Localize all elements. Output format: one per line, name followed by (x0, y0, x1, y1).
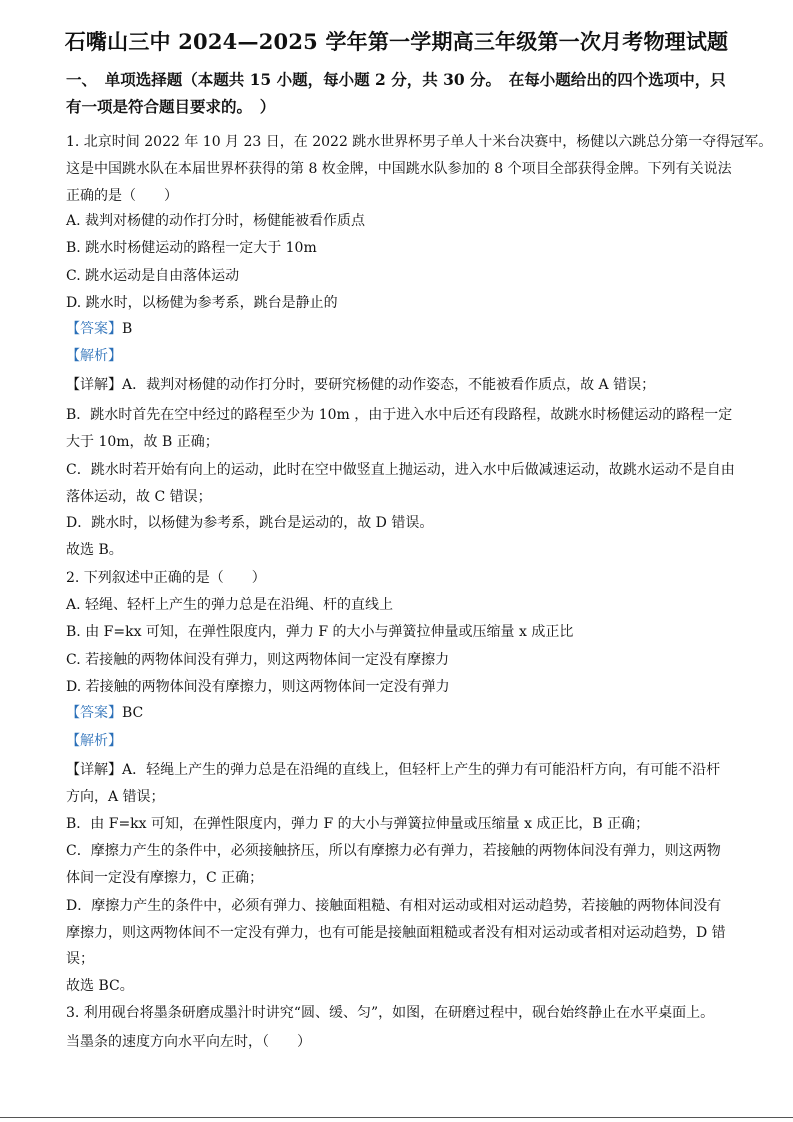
q3-stem-line-1: 3. 利用砚台将墨条研磨成墨汁时讲究“圆、缓、匀”，如图，在研磨过程中，砚台始终静止在水平桌面上。 (66, 1005, 715, 1021)
detail-tag: 【详解】 (66, 377, 122, 393)
q1-stem-line-2: 这是中国跳水队在本届世界杯获得的第 8 枚金牌，中国跳水队参加的 8 个项目全部获得金牌。下列有关说法 (66, 161, 732, 177)
q2-detail-line-2: 方向，A 错误； (66, 789, 165, 805)
answer-value: B (122, 321, 133, 337)
detail-text: A．轻绳上产生的弹力总是在沿绳的直线上，但轻杆上产生的弹力有可能沿杆方向，有可能不沿杆 (122, 762, 721, 778)
q2-detail-line-8: 误； (66, 951, 94, 967)
q1-detail-line-2: B．跳水时首先在空中经过的路程至少为 10m ，由于进入水中后还有段路程，故跳水时杨健运动的路程一定 (66, 407, 733, 423)
q2-option-c: C. 若接触的两物体间没有弹力，则这两物体间一定没有摩擦力 (66, 652, 450, 668)
q2-option-d: D. 若接触的两物体间没有摩擦力，则这两物体间一定没有弹力 (66, 679, 450, 695)
q1-option-b: B. 跳水时杨健运动的路程一定大于 10m (66, 240, 317, 256)
q2-detail-line-7: 摩擦力，则这两物体间不一定没有弹力，也有可能是接触面粗糙或者没有相对运动或者相对运动趋势，D 错 (66, 925, 726, 941)
q2-analysis-tag: 【解析】 (66, 733, 122, 749)
page-title: 石嘴山三中 2024—2025 学年第一学期高三年级第一次月考物理试题 (64, 29, 729, 54)
q1-option-a: A. 裁判对杨健的动作打分时，杨健能被看作质点 (66, 213, 366, 229)
q2-answer (66, 703, 143, 723)
q1-detail-line-5: 落体运动，故 C 错误； (66, 489, 212, 505)
q1-detail-line-6: D．跳水时，以杨健为参考系，跳台是运动的，故 D 错误。 (66, 515, 434, 531)
footer-divider (0, 1117, 793, 1118)
q2-detail-line-5: 体间一定没有摩擦力，C 正确； (66, 870, 264, 886)
q2-conclusion: 故选 BC。 (66, 978, 134, 994)
q2-option-a: A. 轻绳、轻杆上产生的弹力总是在沿绳、杆的直线上 (66, 597, 394, 613)
q1-detail-line-4: C．跳水时若开始有向上的运动，此时在空中做竖直上抛运动，进入水中后做减速运动，故跳水运动不是自由 (66, 462, 735, 478)
q1-option-c: C. 跳水运动是自由落体运动 (66, 268, 240, 284)
q2-detail-line-6: D．摩擦力产生的条件中，必须有弹力、接触面粗糙、有相对运动或相对运动趋势，若接触的两物体间没有 (66, 898, 722, 914)
answer-value: BC (122, 705, 144, 721)
q2-detail-line-4: C．摩擦力产生的条件中，必须接触挤压，所以有摩擦力必有弹力，若接触的两物体间没有弹力，则这两物 (66, 843, 721, 859)
section-heading-line-2: 有一项是符合题目要求的。 ） (66, 97, 276, 116)
q1-answer (66, 319, 132, 339)
answer-tag: 【答案】 (66, 705, 122, 721)
q1-detail-line-1 (66, 375, 655, 395)
q1-option-d: D. 跳水时，以杨健为参考系，跳台是静止的 (66, 295, 338, 311)
q3-stem-line-2: 当墨条的速度方向水平向左时，（ ） (66, 1034, 311, 1050)
q2-option-b: B. 由 F=kx 可知，在弹性限度内，弹力 F 的大小与弹簧拉伸量或压缩量 x 成正比 (66, 624, 574, 640)
q1-analysis-tag: 【解析】 (66, 348, 122, 364)
q2-detail-line-1 (66, 760, 720, 780)
q1-detail-line-3: 大于 10m，故 B 正确； (66, 434, 219, 450)
q1-conclusion: 故选 B。 (66, 542, 123, 558)
q1-stem-line-3: 正确的是（ ） (66, 188, 178, 204)
q2-detail-line-3: B．由 F=kx 可知，在弹性限度内，弹力 F 的大小与弹簧拉伸量或压缩量 x 成正比，B 正确； (66, 816, 650, 832)
detail-text: A．裁判对杨健的动作打分时，要研究杨健的动作姿态，不能被看作质点，故 A 错误； (122, 377, 656, 393)
section-heading-line-1: 一、 单项选择题（本题共 15 小题，每小题 2 分，共 30 分。 在每小题给出的四个选项中，只 (66, 70, 726, 89)
detail-tag: 【详解】 (66, 762, 122, 778)
section-heading (66, 66, 736, 120)
answer-tag: 【答案】 (66, 321, 122, 337)
q1-stem-line-1: 1. 北京时间 2022 年 10 月 23 日，在 2022 跳水世界杯男子单人十米台决赛中，杨健以六跳总分第一夺得冠军。 (66, 134, 773, 150)
q2-stem: 2. 下列叙述中正确的是（ ） (66, 570, 266, 586)
